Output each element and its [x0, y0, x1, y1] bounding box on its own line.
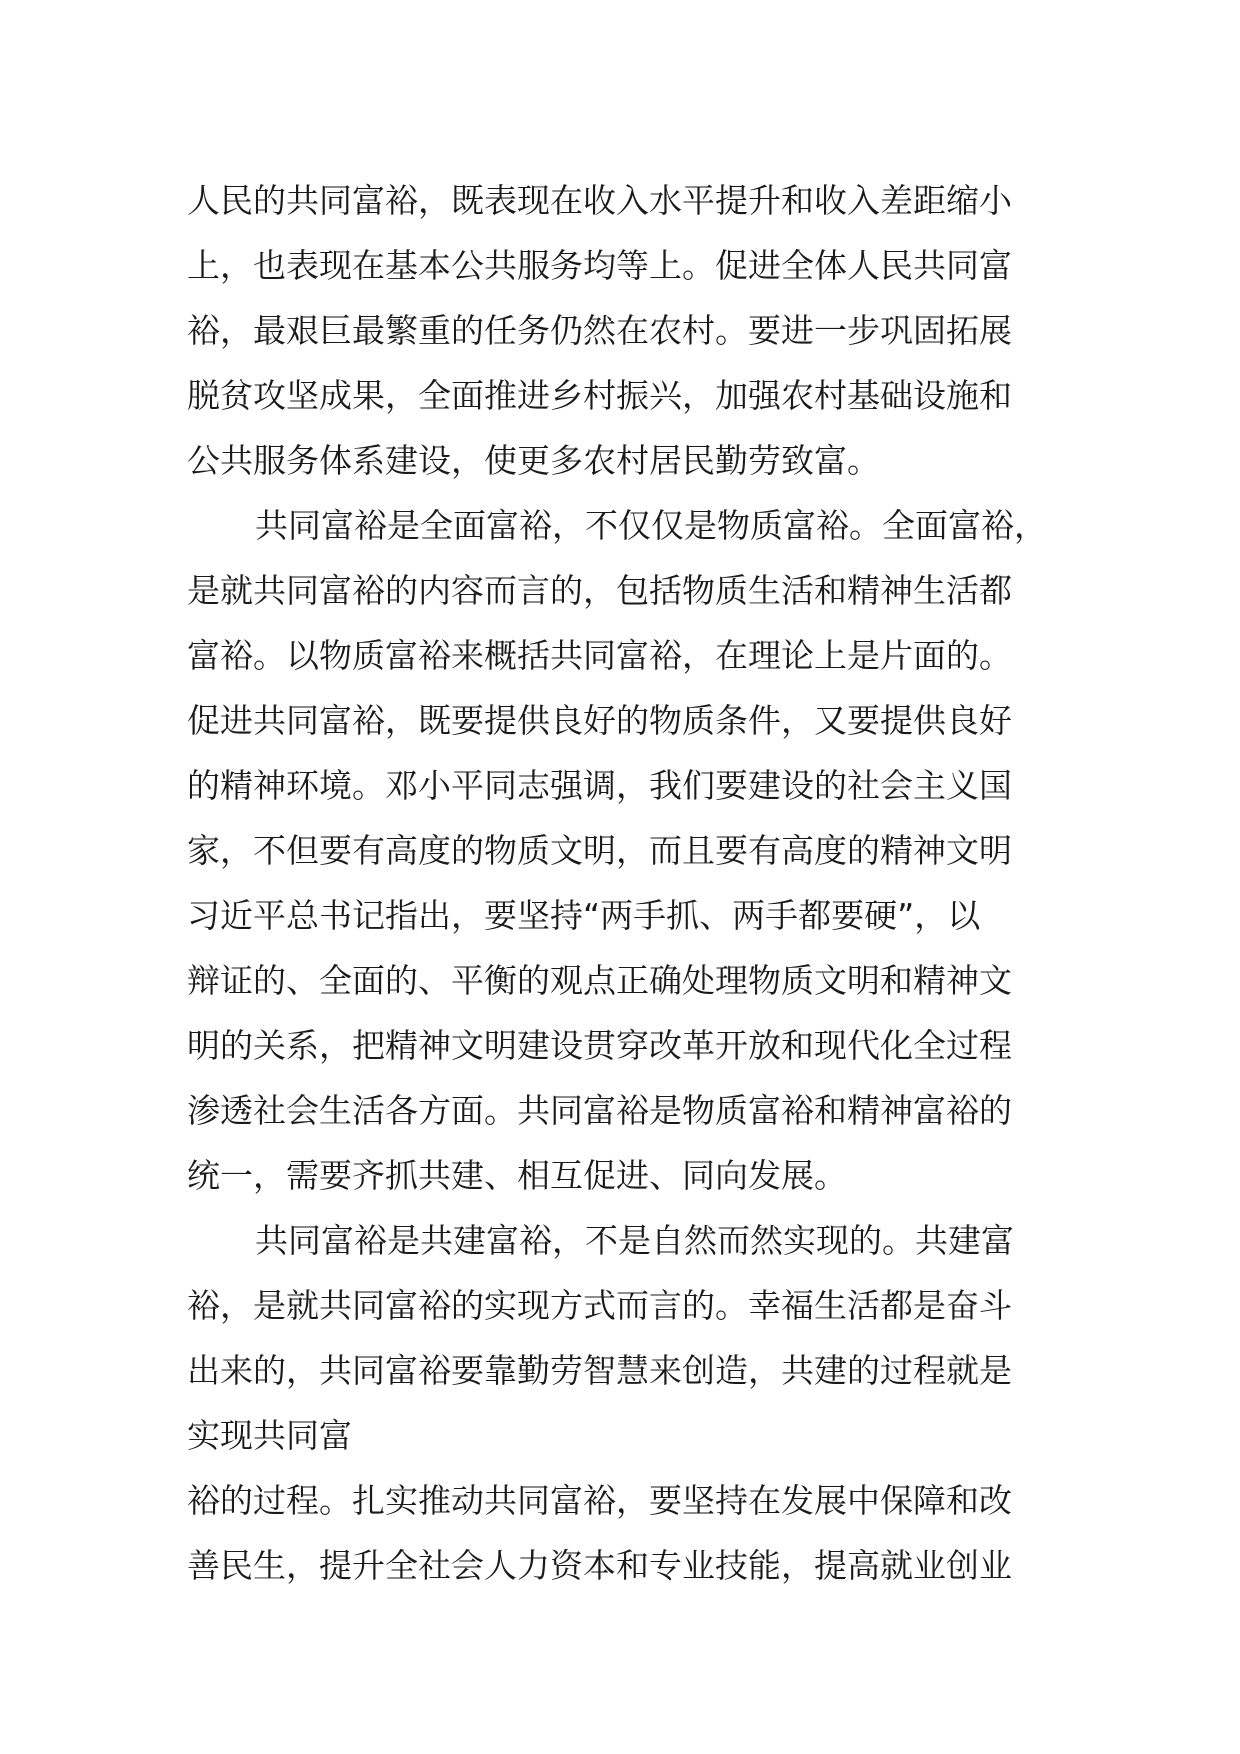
text-line: 公共服务体系建设，使更多农村居民勤劳致富。: [187, 441, 880, 480]
text-line: 家，不但要有高度的物质文明，而且要有高度的精神文明: [187, 831, 1012, 870]
text-line: 习近平总书记指出，要坚持“两手抓、两手都要硬”，以: [187, 896, 981, 935]
text-line: 人民的共同富裕，既表现在收入水平提升和收入差距缩小: [187, 181, 1012, 220]
text-line: 裕的过程。扎实推动共同富裕，要坚持在发展中保障和改: [187, 1481, 1012, 1520]
text-line: 出来的，共同富裕要靠勤劳智慧来创造，共建的过程就是: [187, 1351, 1012, 1390]
text-line: 是就共同富裕的内容而言的，包括物质生活和精神生活都: [187, 571, 1012, 610]
text-line: 脱贫攻坚成果，全面推进乡村振兴，加强农村基础设施和: [187, 376, 1012, 415]
text-line: 统一，需要齐抓共建、相互促进、同向发展。: [187, 1156, 847, 1195]
paragraph-start-line: 共同富裕是共建富裕，不是自然而然实现的。共建富: [255, 1221, 1014, 1260]
text-line: 善民生，提升全社会人力资本和专业技能，提高就业创业: [187, 1546, 1012, 1585]
text-line: 裕，最艰巨最繁重的任务仍然在农村。要进一步巩固拓展: [187, 311, 1012, 350]
text-line: 富裕。以物质富裕来概括共同富裕，在理论上是片面的。: [187, 636, 1012, 675]
text-line: 渗透社会生活各方面。共同富裕是物质富裕和精神富裕的: [187, 1091, 1012, 1130]
document-body: [187, 168, 1087, 1598]
text-line: 促进共同富裕，既要提供良好的物质条件，又要提供良好: [187, 701, 1012, 740]
text-line: 裕，是就共同富裕的实现方式而言的。幸福生活都是奋斗: [187, 1286, 1012, 1325]
text-line: 明的关系，把精神文明建设贯穿改革开放和现代化全过程: [187, 1026, 1012, 1065]
paragraph-start-line: 共同富裕是全面富裕，不仅仅是物质富裕。全面富裕，: [255, 506, 1047, 545]
text-line: 实现共同富: [187, 1416, 352, 1455]
text-line: 辩证的、全面的、平衡的观点正确处理物质文明和精神文: [187, 961, 1012, 1000]
text-line: 的精神环境。邓小平同志强调，我们要建设的社会主义国: [187, 766, 1012, 805]
text-line: 上，也表现在基本公共服务均等上。促进全体人民共同富: [187, 246, 1012, 285]
